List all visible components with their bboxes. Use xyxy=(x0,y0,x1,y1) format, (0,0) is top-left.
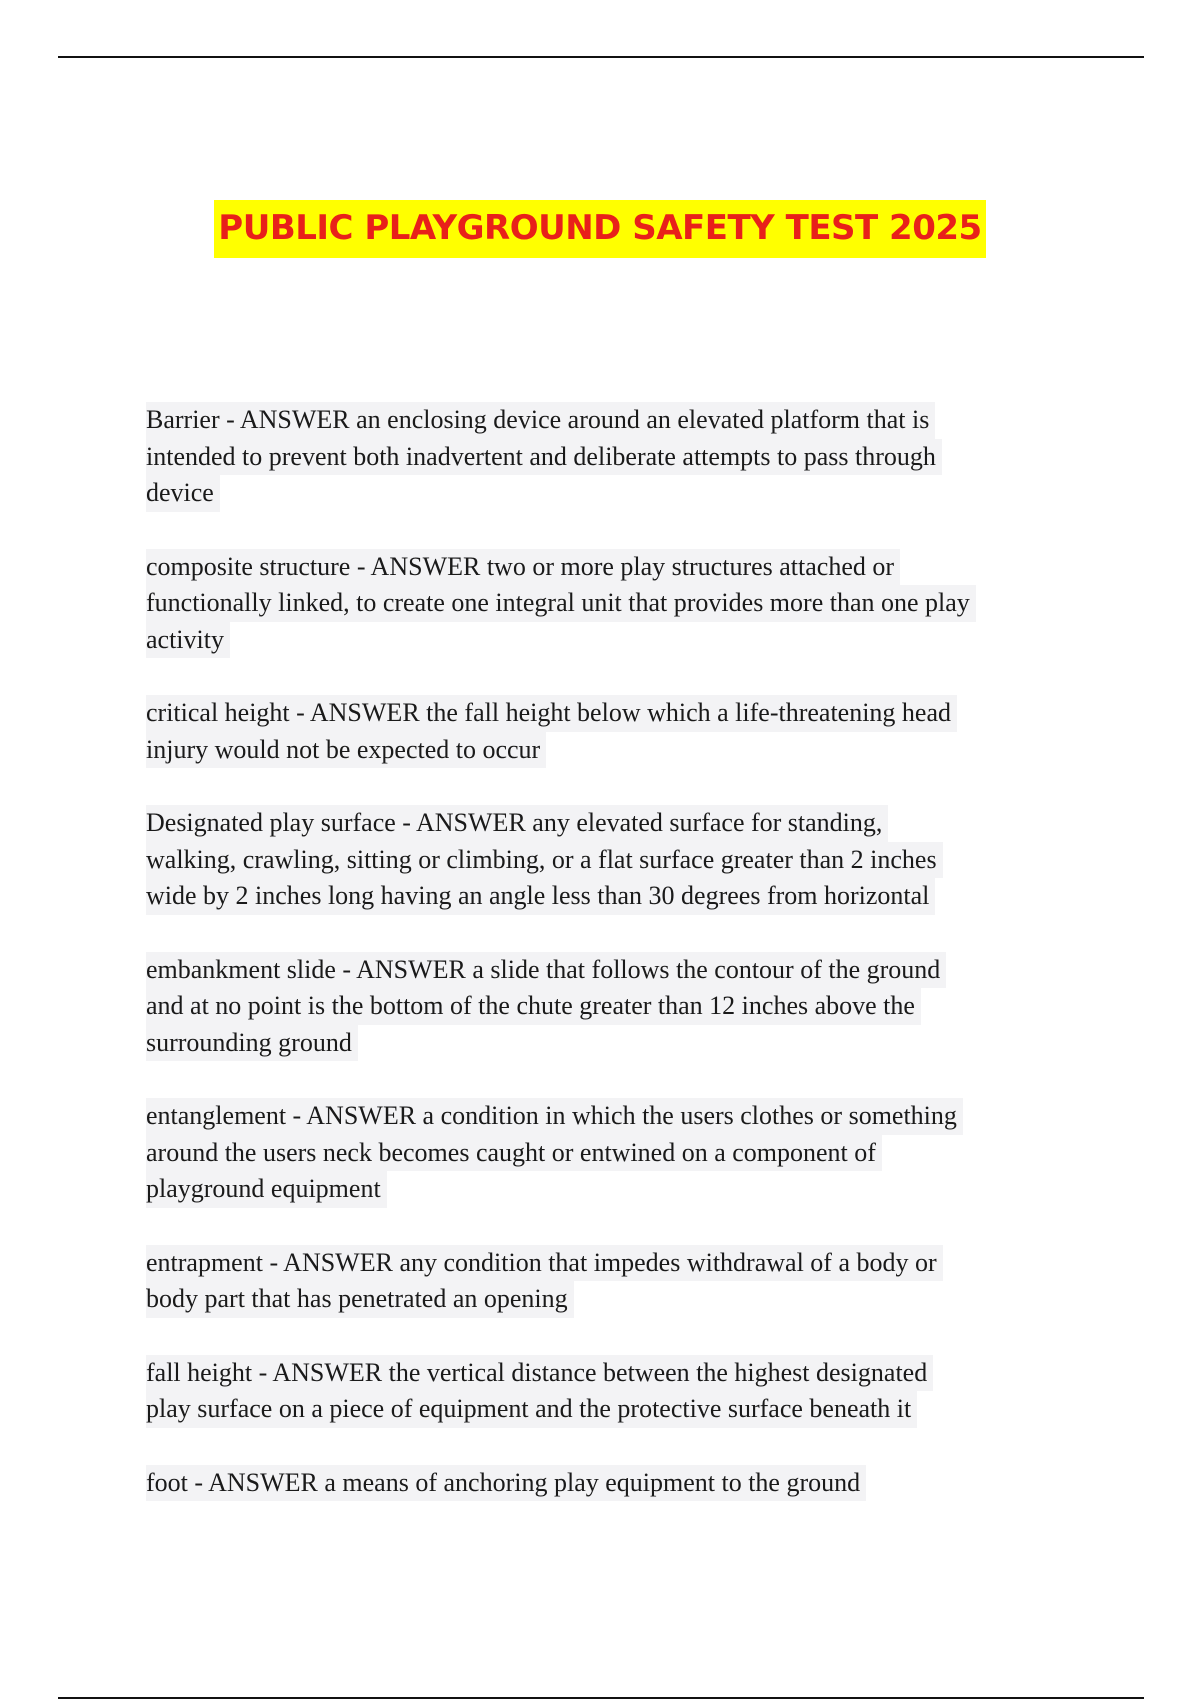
document-title: PUBLIC PLAYGROUND SAFETY TEST 2025 xyxy=(214,200,985,258)
qa-entry-line: around the users neck becomes caught or entwined on a component of xyxy=(146,1135,882,1172)
bottom-rule xyxy=(58,1697,1144,1699)
qa-entry-line: intended to prevent both inadvertent and deliberate attempts to pass through xyxy=(146,439,942,476)
qa-entry-line: embankment slide - ANSWER a slide that follows the contour of the ground xyxy=(146,952,946,989)
title-block xyxy=(0,200,1200,258)
qa-entry-line: functionally linked, to create one integral unit that provides more than one play xyxy=(146,585,976,622)
qa-entry xyxy=(146,1465,1066,1502)
qa-entry-line: surrounding ground xyxy=(146,1025,358,1062)
qa-entry-line: and at no point is the bottom of the chute greater than 12 inches above the xyxy=(146,988,921,1025)
qa-entry xyxy=(146,549,1066,659)
qa-entry xyxy=(146,1098,1066,1208)
qa-entry-line: Barrier - ANSWER an enclosing device around an elevated platform that is xyxy=(146,402,935,439)
qa-entry-line: playground equipment xyxy=(146,1171,387,1208)
qa-entry-line: wide by 2 inches long having an angle less than 30 degrees from horizontal xyxy=(146,878,935,915)
qa-entry-line: Designated play surface - ANSWER any elevated surface for standing, xyxy=(146,805,888,842)
top-rule xyxy=(58,56,1144,58)
qa-entry-line: entrapment - ANSWER any condition that impedes withdrawal of a body or xyxy=(146,1245,943,1282)
qa-entry xyxy=(146,695,1066,768)
qa-entry-line: foot - ANSWER a means of anchoring play equipment to the ground xyxy=(146,1465,866,1502)
qa-entry-line: play surface on a piece of equipment and the protective surface beneath it xyxy=(146,1391,917,1428)
qa-entry xyxy=(146,402,1066,512)
qa-entry-line: critical height - ANSWER the fall height below which a life-threatening head xyxy=(146,695,957,732)
qa-entry-line: walking, crawling, sitting or climbing, or a flat surface greater than 2 inches xyxy=(146,842,943,879)
qa-entry-line: fall height - ANSWER the vertical distance between the highest designated xyxy=(146,1355,933,1392)
qa-entry-line: composite structure - ANSWER two or more play structures attached or xyxy=(146,549,900,586)
qa-entry xyxy=(146,952,1066,1062)
qa-list xyxy=(146,402,1066,1538)
qa-entry-line: injury would not be expected to occur xyxy=(146,732,546,769)
qa-entry xyxy=(146,1355,1066,1428)
qa-entry xyxy=(146,1245,1066,1318)
qa-entry-line: entanglement - ANSWER a condition in which the users clothes or something xyxy=(146,1098,963,1135)
qa-entry-line: body part that has penetrated an opening xyxy=(146,1281,574,1318)
qa-entry xyxy=(146,805,1066,915)
qa-entry-line: device xyxy=(146,475,220,512)
qa-entry-line: activity xyxy=(146,622,230,659)
